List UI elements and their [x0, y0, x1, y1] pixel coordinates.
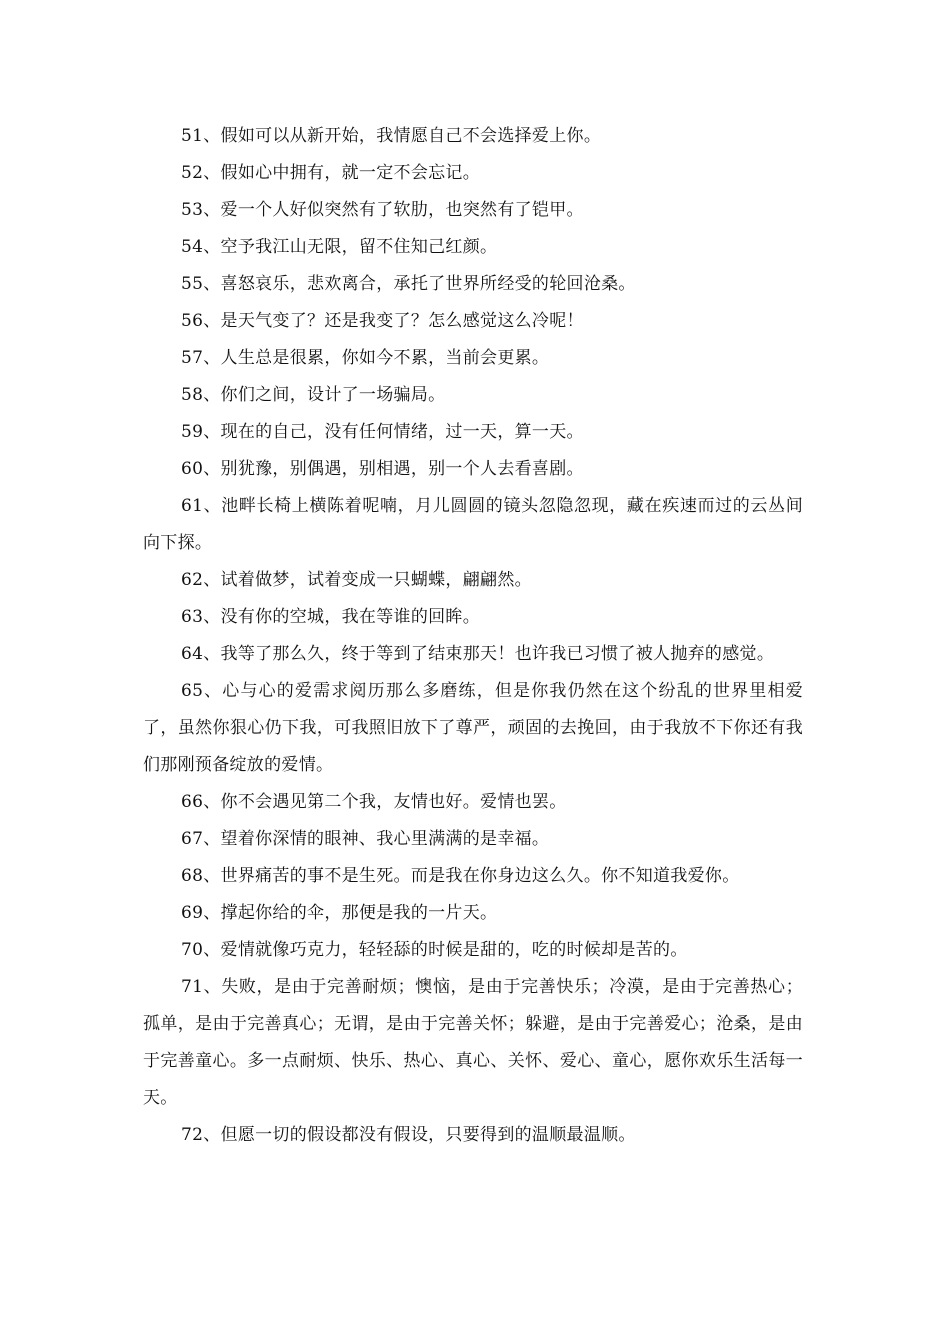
paragraph-57: 57、人生总是很累，你如今不累，当前会更累。	[181, 348, 550, 368]
paragraph-67: 67、望着你深情的眼神、我心里满满的是幸福。	[181, 829, 550, 849]
paragraph-65: 65、心与心的爱需求阅历那么多磨练，但是你我仍然在这个纷乱的世界里相爱了，虽然你狠心仍下我，可我照旧放下了尊严，顽固的去挽回，由于我放不下你还有我们那刚预备绽放的爱情。	[143, 681, 803, 775]
paragraph-71: 71、失败，是由于完善耐烦；懊恼，是由于完善快乐；冷漠，是由于完善热心；孤单，是由于完善真心；无谓，是由于完善关怀；躲避，是由于完善爱心；沧桑，是由于完善童心。多一点耐烦、快乐、热心、真心、关怀、爱心、童心，愿你欢乐生活每一天。	[143, 977, 803, 1108]
paragraph-58: 58、你们之间，设计了一场骗局。	[181, 385, 446, 405]
paragraph-53: 53、爱一个人好似突然有了软肋，也突然有了铠甲。	[181, 200, 584, 220]
paragraph-60: 60、别犹豫，别偶遇，别相遇，别一个人去看喜剧。	[181, 459, 584, 479]
paragraph-64: 64、我等了那么久，终于等到了结束那天！也许我已习惯了被人抛弃的感觉。	[181, 644, 775, 664]
paragraph-68: 68、世界痛苦的事不是生死。而是我在你身边这么久。你不知道我爱你。	[181, 866, 740, 886]
paragraph-63: 63、没有你的空城，我在等谁的回眸。	[181, 607, 481, 627]
paragraph-69: 69、撑起你给的伞，那便是我的一片天。	[181, 903, 498, 923]
paragraph-66: 66、你不会遇见第二个我，友情也好。爱情也罢。	[181, 792, 567, 812]
paragraph-62: 62、试着做梦，试着变成一只蝴蝶，翩翩然。	[181, 570, 532, 590]
document-body	[143, 118, 803, 1154]
paragraph-59: 59、现在的自己，没有任何情绪，过一天，算一天。	[181, 422, 584, 442]
paragraph-72: 72、但愿一切的假设都没有假设，只要得到的温顺最温顺。	[181, 1125, 636, 1145]
paragraph-56: 56、是天气变了？还是我变了？怎么感觉这么冷呢！	[181, 311, 584, 331]
paragraph-54: 54、空予我江山无限，留不住知己红颜。	[181, 237, 498, 257]
paragraph-52: 52、假如心中拥有，就一定不会忘记。	[181, 163, 481, 183]
paragraph-55: 55、喜怒哀乐，悲欢离合，承托了世界所经受的轮回沧桑。	[181, 274, 636, 294]
paragraph-70: 70、爱情就像巧克力，轻轻舔的时候是甜的，吃的时候却是苦的。	[181, 940, 688, 960]
paragraph-51: 51、假如可以从新开始，我情愿自己不会选择爱上你。	[181, 126, 602, 146]
paragraph-61: 61、池畔长椅上横陈着呢喃，月儿圆圆的镜头忽隐忽现，藏在疾速而过的云丛间向下探。	[143, 496, 803, 553]
